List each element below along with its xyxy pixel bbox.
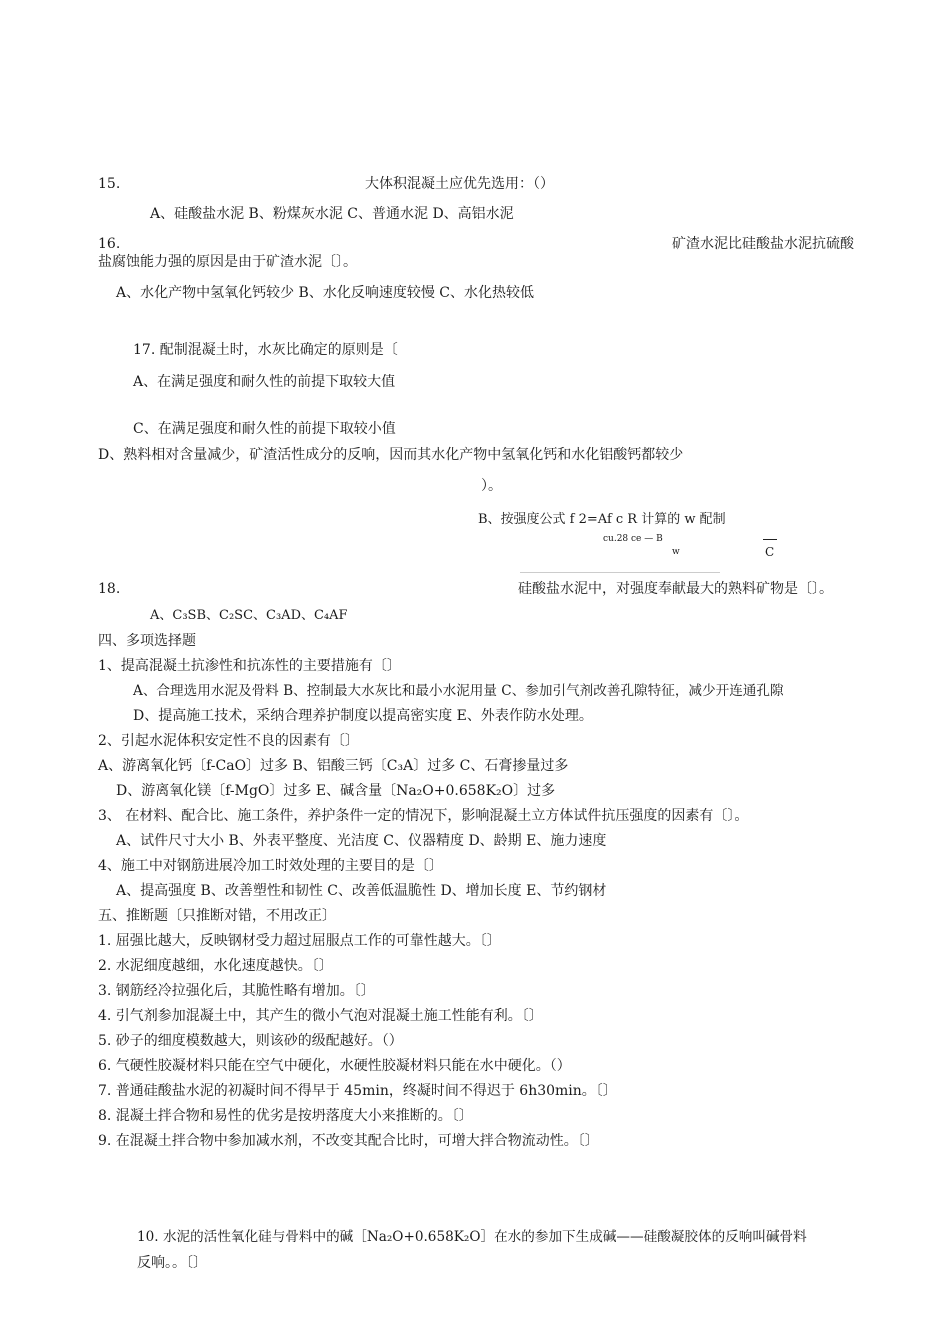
judgment-item: 1. 屈强比越大，反映钢材受力超过屈服点工作的可靠性越大。〔〕 <box>98 933 501 949</box>
m4-options: A、提高强度 B、改善塑性和韧性 C、改善低温脆性 D、增加长度 E、节约钢材 <box>116 883 607 899</box>
q16-text: 矿渣水泥比硅酸盐水泥抗硫酸 <box>672 236 854 252</box>
judgment-item: 2. 水泥细度越细，水化速度越快。〔〕 <box>98 958 333 974</box>
q17-option-b-formula: B、按强度公式 f 2=Af c R 计算的 w 配制 <box>478 512 726 527</box>
judgment-item: 5. 砂子的细度模数越大，则该砂的级配越好。（） <box>98 1033 403 1049</box>
q15-options: A、硅酸盐水泥 B、粉煤灰水泥 C、普通水泥 D、高铝水泥 <box>150 206 514 222</box>
q16-options: A、水化产物中氢氧化钙较少 B、水化反响速度较慢 C、水化热较低 <box>116 285 535 301</box>
q17-option-c: C、在满足强度和耐久性的前提下取较小值 <box>133 421 396 437</box>
m1-options-2: D、提高施工技术，采纳合理养护制度以提高密实度 E、外表作防水处理。 <box>133 708 593 724</box>
section4-title: 四、多项选择题 <box>98 633 196 649</box>
m2-question: 2、引起水泥体积安定性不良的因素有〔〕 <box>98 733 359 749</box>
q16-text-cont: 盐腐蚀能力强的原因是由于矿渣水泥〔〕。 <box>98 254 357 270</box>
judgment-item: 9. 在混凝土拌合物中参加减水剂，不改变其配合比时，可增大拌合物流动性。〔〕 <box>98 1133 599 1149</box>
formula-subscript: cu.28 ce — B <box>603 534 663 544</box>
judgment-item: 3. 钢筋经冷拉强化后，其脆性略有增加。〔〕 <box>98 983 375 999</box>
q17-option-a: A、在满足强度和耐久性的前提下取较大值 <box>133 374 396 390</box>
q16-option-d: D、熟料相对含量减少，矿渣活性成分的反响，因而其水化产物中氢氧化钙和水化铝酸钙都较少 <box>98 447 684 463</box>
section5-title: 五、推断题〔只推断对错，不用改正〕 <box>98 908 336 924</box>
closing-paren: ）。 <box>481 478 502 494</box>
clipped-text-fragment <box>520 572 720 573</box>
q18-text: 硅酸盐水泥中，对强度奉献最大的熟料矿物是〔〕。 <box>518 581 833 597</box>
m4-question: 4、施工中对钢筋进展冷加工时效处理的主要目的是〔〕 <box>98 858 443 874</box>
q15-number: 15. <box>98 176 121 192</box>
formula-sub-c: C <box>765 545 775 559</box>
judgment-item: 8. 混凝土拌合物和易性的优劣是按坍落度大小来推断的。〔〕 <box>98 1108 473 1124</box>
m1-question: 1、提高混凝土抗渗性和抗冻性的主要措施有〔〕 <box>98 658 401 674</box>
judgment-item: 7. 普通硅酸盐水泥的初凝时间不得早于 45min，终凝时间不得迟于 6h30min。〔〕 <box>98 1083 617 1099</box>
m1-options-1: A、合理选用水泥及骨料 B、控制最大水灰比和最小水泥用量 C、参加引气剂改善孔隙特征，减少开连通孔隙 <box>133 683 784 699</box>
m2-options-2: D、游离氧化镁〔f-MgO〕过多 E、碱含量〔Na₂O+0.658K₂O〕过多 <box>116 783 556 799</box>
m3-question: 3、 在材料、配合比、施工条件，养护条件一定的情况下，影响混凝土立方体试件抗压强度的因素有〔〕。 <box>98 808 749 824</box>
m2-options-1: A、游离氧化钙〔f-CaO〕过多 B、铝酸三钙〔C₃A〕过多 C、石膏掺量过多 <box>98 758 569 774</box>
judgment-item-10: 10. 水泥的活性氧化硅与骨料中的碱［Na₂O+0.658K₂O］在水的参加下生成碱——硅酸凝胶体的反响叫碱骨料 <box>137 1229 807 1245</box>
q18-number: 18. <box>98 581 121 597</box>
q16-number: 16. <box>98 236 121 252</box>
q15-text: 大体积混凝土应优先选用：（） <box>365 176 554 192</box>
judgment-item: 6. 气硬性胶凝材料只能在空气中硬化，水硬性胶凝材料只能在水中硬化。（） <box>98 1058 571 1074</box>
q18-options: A、C₃SB、C₂SC、C₃AD、C₄AF <box>150 608 348 623</box>
formula-sub-w: w <box>672 547 680 557</box>
judgment-item: 4. 引气剂参加混凝土中，其产生的微小气泡对混凝土施工性能有利。〔〕 <box>98 1008 543 1024</box>
m3-options: A、试件尺寸大小 B、外表平整度、光洁度 C、仪器精度 D、龄期 E、施力速度 <box>116 833 607 849</box>
judgment-item-10-cont: 反响。。〔〕 <box>137 1255 207 1271</box>
q17-text: 17. 配制混凝土时，水灰比确定的原则是〔 <box>133 342 398 358</box>
formula-overbar <box>763 539 777 540</box>
